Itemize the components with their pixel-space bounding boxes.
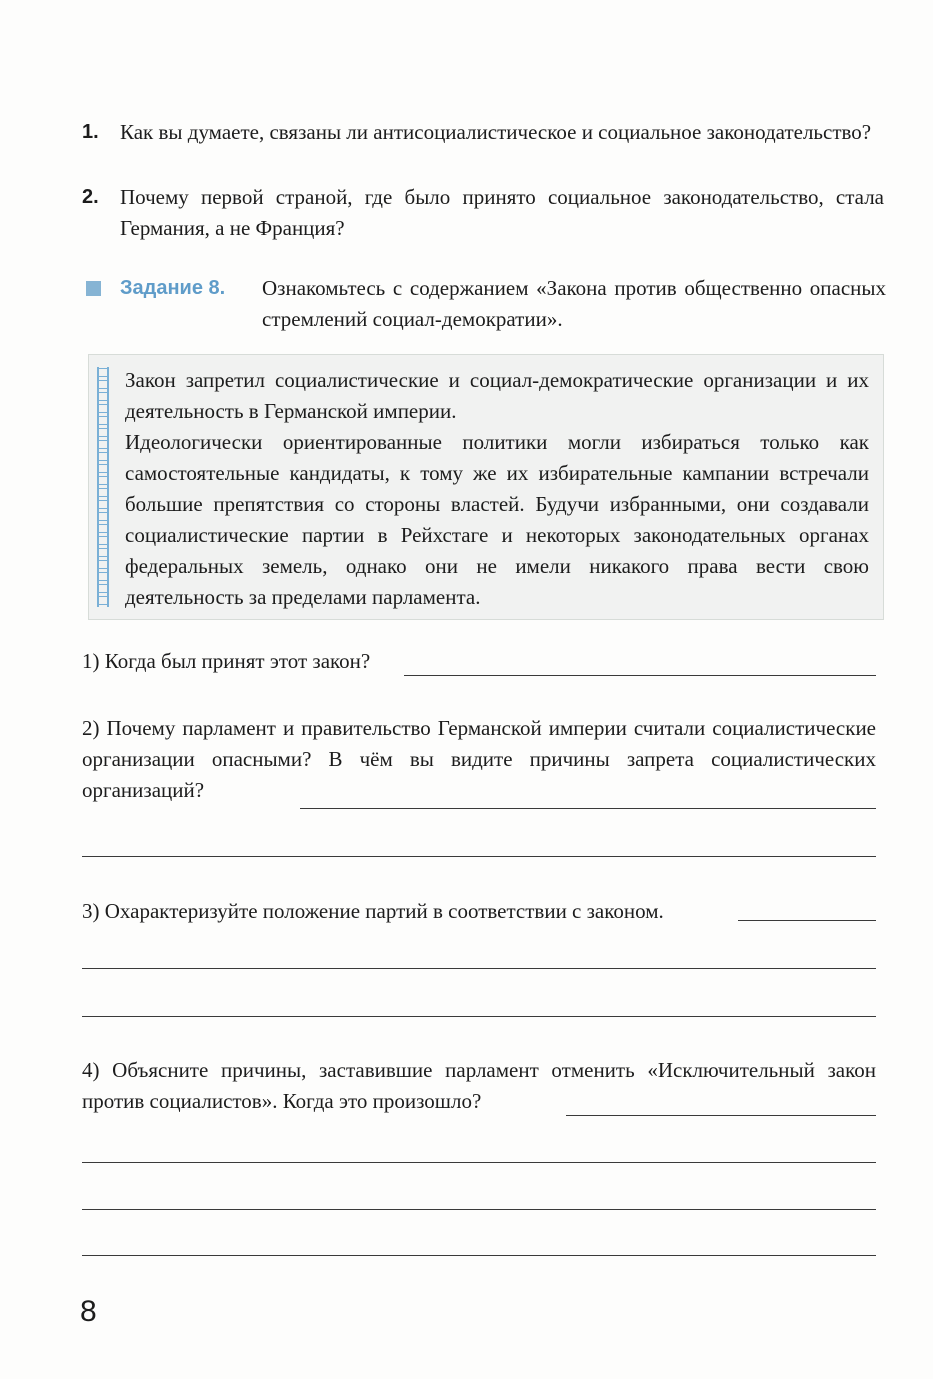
answer-line[interactable] — [82, 1162, 876, 1163]
question-number: 1. — [82, 121, 99, 143]
source-excerpt-text — [125, 365, 869, 613]
subquestion-text: 3) Охарактеризуйте положение партий в соответствии с законом. — [82, 899, 664, 923]
subquestion-text: 1) Когда был принят этот закон? — [82, 649, 371, 673]
subquestion-1 — [82, 646, 876, 677]
subquestion-text: 2) Почему парламент и правительство Германской империи считали социалистические организации опасными? В чём вы видите причины запрета социалистических организаций? — [82, 716, 876, 802]
answer-line[interactable] — [82, 1255, 876, 1256]
answer-line[interactable] — [404, 675, 876, 676]
source-excerpt-box — [88, 354, 884, 620]
question-text: Почему первой страной, где было принято социальное законодательство, стала Германия, а не Франция? — [120, 185, 884, 240]
page-number: 8 — [80, 1295, 97, 1328]
question-number: 2. — [82, 186, 99, 208]
question-1 — [82, 117, 884, 148]
answer-line[interactable] — [566, 1115, 876, 1116]
excerpt-paragraph: Закон запретил социалистические и социал-демократические организации и их деятельность в Германской империи. — [125, 368, 869, 423]
square-marker-icon — [86, 281, 101, 296]
answer-line[interactable] — [82, 1016, 876, 1017]
subquestion-4 — [82, 1055, 876, 1117]
subquestion-2 — [82, 713, 876, 806]
subquestion-text: 4) Объясните причины, заставившие парламент отменить «Исключительный закон против социалистов». Когда это произошло? — [82, 1058, 876, 1113]
answer-line[interactable] — [82, 856, 876, 857]
answer-line[interactable] — [82, 968, 876, 969]
subquestion-3 — [82, 896, 876, 927]
question-2 — [82, 182, 884, 244]
answer-line[interactable] — [738, 920, 876, 921]
task-label: Задание 8. — [120, 277, 226, 299]
question-text: Как вы думаете, связаны ли антисоциалистическое и социальное законодательство? — [120, 120, 872, 144]
excerpt-paragraph: Идеологически ориентированные политики могли избираться только как самостоятельные кандидаты, к тому же их избирательные кампании встречали большие препятствия со стороны властей. Будучи избранными, они создавали социалистические партии в Рейхстаге и некоторых законодательных органах федеральных земель, однако они не имели никакого права вести свою деятельность за пределами парламента. — [125, 430, 869, 609]
task-instruction: Ознакомьтесь с содержанием «Закона против общественно опасных стремлений социал-демократии». — [262, 276, 886, 331]
decorative-border-icon — [97, 367, 109, 607]
answer-line[interactable] — [82, 1209, 876, 1210]
answer-line[interactable] — [300, 808, 876, 809]
